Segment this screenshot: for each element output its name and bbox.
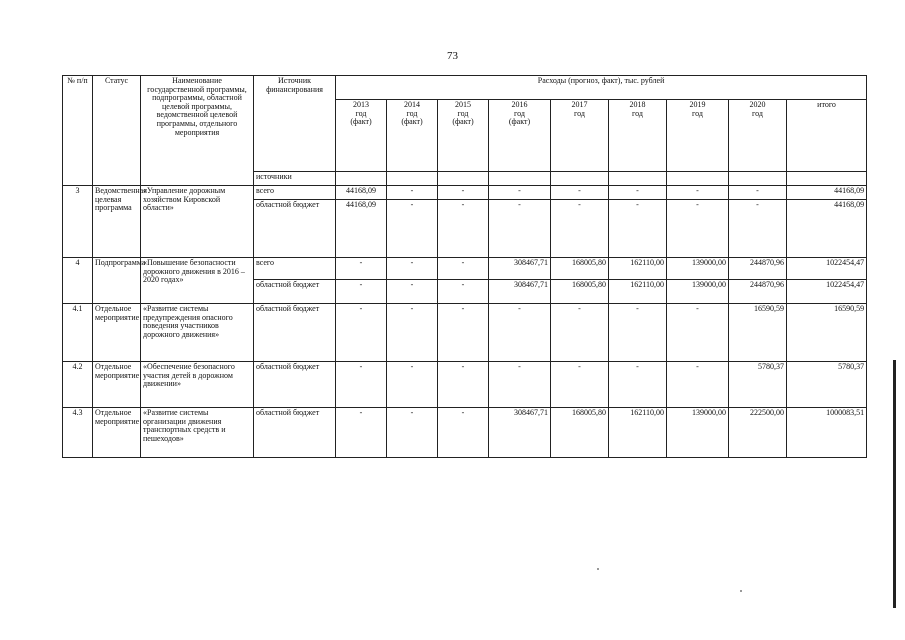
total-cell: 1022454,47 [787,258,867,280]
value-cell: 139000,00 [667,258,729,280]
row-num: 4.2 [63,362,93,408]
value-cell: - [551,362,609,408]
year-header: 2014 год (факт) [387,100,438,172]
value-cell: - [438,408,489,458]
total-cell: 1000083,51 [787,408,867,458]
scan-speck [597,568,599,570]
year-header: 2013 год (факт) [336,100,387,172]
value-cell: - [609,362,667,408]
row-name: «Обеспечение безопасного участия детей в дорожном движении» [141,362,254,408]
value-cell: - [489,200,551,258]
value-cell: - [387,304,438,362]
value-cell: - [667,362,729,408]
value-cell: 16590,59 [729,304,787,362]
value-cell: 168005,80 [551,258,609,280]
value-cell: - [489,304,551,362]
value-cell: 308467,71 [489,408,551,458]
value-cell: 308467,71 [489,258,551,280]
value-cell: - [438,200,489,258]
row-name: «Повышение безопасности дорожного движения в 2016 – 2020 годах» [141,258,254,304]
header-source: Источник финансирования [254,76,336,172]
value-cell: 5780,37 [729,362,787,408]
value-cell: - [551,186,609,200]
row-num: 4.1 [63,304,93,362]
total-cell: 1022454,47 [787,280,867,304]
table-row [63,258,867,280]
value-cell: 244870,96 [729,258,787,280]
value-cell: - [387,200,438,258]
value-cell: - [387,280,438,304]
row-source: областной бюджет [254,304,336,362]
total-cell: 16590,59 [787,304,867,362]
row-name: «Управление дорожным хозяйством Кировской области» [141,186,254,258]
value-cell: - [667,200,729,258]
row-source: областной бюджет [254,408,336,458]
value-cell: - [489,362,551,408]
value-cell: - [387,362,438,408]
value-cell: 139000,00 [667,280,729,304]
value-cell: - [387,186,438,200]
year-header: 2016 год (факт) [489,100,551,172]
row-num: 4 [63,258,93,304]
value-cell: - [387,408,438,458]
table-row [63,408,867,458]
row-name: «Развитие системы предупреждения опасного поведения участников дорожного движения» [141,304,254,362]
value-cell: 308467,71 [489,280,551,304]
value-cell: - [609,186,667,200]
table-row [63,186,867,200]
value-cell: 139000,00 [667,408,729,458]
row-status: Отдельное мероприятие [93,362,141,408]
value-cell: - [438,186,489,200]
value-cell: - [551,304,609,362]
row-num: 3 [63,186,93,258]
header-status: Статус [93,76,141,186]
year-header: 2017 год [551,100,609,172]
value-cell: 244870,96 [729,280,787,304]
total-header: итого [787,100,867,172]
value-cell: 162110,00 [609,280,667,304]
row-status: Отдельное мероприятие [93,408,141,458]
total-cell: 5780,37 [787,362,867,408]
row-num: 4.3 [63,408,93,458]
value-cell: - [387,258,438,280]
total-cell: 44168,09 [787,200,867,258]
year-header: 2018 год [609,100,667,172]
header-name: Наименование государственной программы, подпрограммы, областной целевой программы, ведомственной целевой программы, отдельного мероприятия [141,76,254,186]
table-row [63,362,867,408]
value-cell: 44168,09 [336,186,387,200]
header-expenses: Расходы (прогноз, факт), тыс. рублей [336,76,867,100]
value-cell: 168005,80 [551,280,609,304]
header-num: № п/п [63,76,93,186]
scan-edge-line [893,360,896,608]
row-source: всего [254,258,336,280]
year-header: 2015 год (факт) [438,100,489,172]
row-status: Подпрограмма [93,258,141,304]
row-source: областной бюджет [254,200,336,258]
row-status: Отдельное мероприятие [93,304,141,362]
value-cell: - [336,362,387,408]
scan-speck [740,590,742,592]
value-cell: 168005,80 [551,408,609,458]
value-cell: - [667,304,729,362]
page-number: 73 [447,50,458,62]
value-cell: - [551,200,609,258]
row-source: областной бюджет [254,280,336,304]
value-cell: - [438,258,489,280]
value-cell: - [609,304,667,362]
expenses-table [62,75,867,458]
value-cell: - [438,362,489,408]
year-header: 2020 год [729,100,787,172]
value-cell: - [336,304,387,362]
value-cell: 162110,00 [609,408,667,458]
table-row [63,304,867,362]
value-cell: - [489,186,551,200]
total-cell: 44168,09 [787,186,867,200]
value-cell: - [609,200,667,258]
sources-label: источники [254,172,336,186]
value-cell: 44168,09 [336,200,387,258]
value-cell: - [667,186,729,200]
value-cell: - [336,408,387,458]
value-cell: - [729,200,787,258]
value-cell: - [438,280,489,304]
row-status: Ведомственная целевая программа [93,186,141,258]
row-name: «Развитие системы организации движения транспортных средств и пешеходов» [141,408,254,458]
row-source: всего [254,186,336,200]
value-cell: - [336,280,387,304]
value-cell: - [438,304,489,362]
value-cell: 162110,00 [609,258,667,280]
value-cell: - [729,186,787,200]
row-source: областной бюджет [254,362,336,408]
year-header: 2019 год [667,100,729,172]
value-cell: 222500,00 [729,408,787,458]
value-cell: - [336,258,387,280]
